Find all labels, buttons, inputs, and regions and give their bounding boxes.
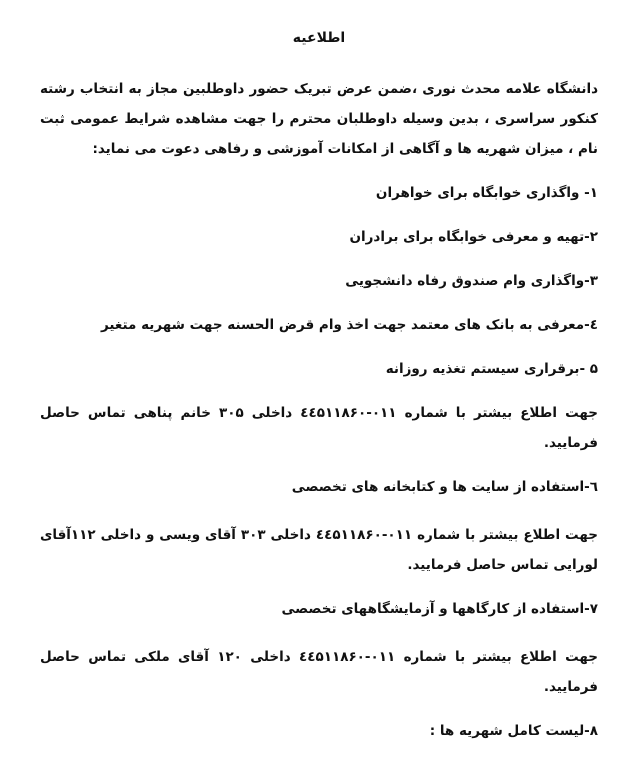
list-item-workshops-labs: ۷-استفاده از کارگاهها و آزمایشگاههای تخصصی	[281, 601, 598, 617]
list-item-tuition-list: ۸-لیست کامل شهریه ها :	[429, 723, 598, 739]
list-item-sites-libraries: ٦-استفاده از سایت ها و کتابخانه های تخصصی	[291, 479, 598, 495]
document-title: اطلاعیه	[292, 30, 346, 46]
list-item-welfare-loan: ۳-واگذاری وام صندوق رفاه دانشجویی	[345, 273, 598, 289]
list-item-dormitory-brothers: ۲-تهیه و معرفی خوابگاه برای برادران	[349, 229, 598, 245]
list-item-daily-meals: ۵ -برقراری سیستم تغذیه روزانه	[385, 361, 598, 377]
list-item-dormitory-sisters: ۱- واگذاری خوابگاه برای خواهران	[375, 185, 598, 201]
list-item-bank-loan: ٤-معرفی به بانک های معتمد جهت اخذ وام قرض الحسنه جهت شهریه متغیر	[101, 317, 598, 333]
contact-paragraph-2: جهت اطلاع بیشتر با شماره ۰۱۱-٤٤۵۱۱۸۶۰ داخلی ۳۰۳ آقای ویسی و داخلی ۱۱۲آقای لورایی تماس حاصل فرمایید.	[40, 527, 598, 573]
intro-paragraph: دانشگاه علامه محدث نوری ،ضمن عرض تبریک حضور داوطلبین مجاز به انتخاب رشته کنکور سراسری ، بدین وسیله داوطلبان محترم را جهت مشاهده شرایط عمومی ثبت نام ، میزان شهریه ها و آگاهی از امکانات آموزشی و رفاهی دعوت می نماید:	[40, 81, 598, 157]
contact-paragraph-1: جهت اطلاع بیشتر با شماره ۰۱۱-٤٤۵۱۱۸۶۰ داخلی ۳۰۵ خانم پناهی تماس حاصل فرمایید.	[40, 405, 598, 451]
contact-paragraph-3: جهت اطلاع بیشتر با شماره ۰۱۱-٤٤۵۱۱۸۶۰ داخلی ۱۲۰ آقای ملکی تماس حاصل فرمایید.	[40, 649, 599, 695]
